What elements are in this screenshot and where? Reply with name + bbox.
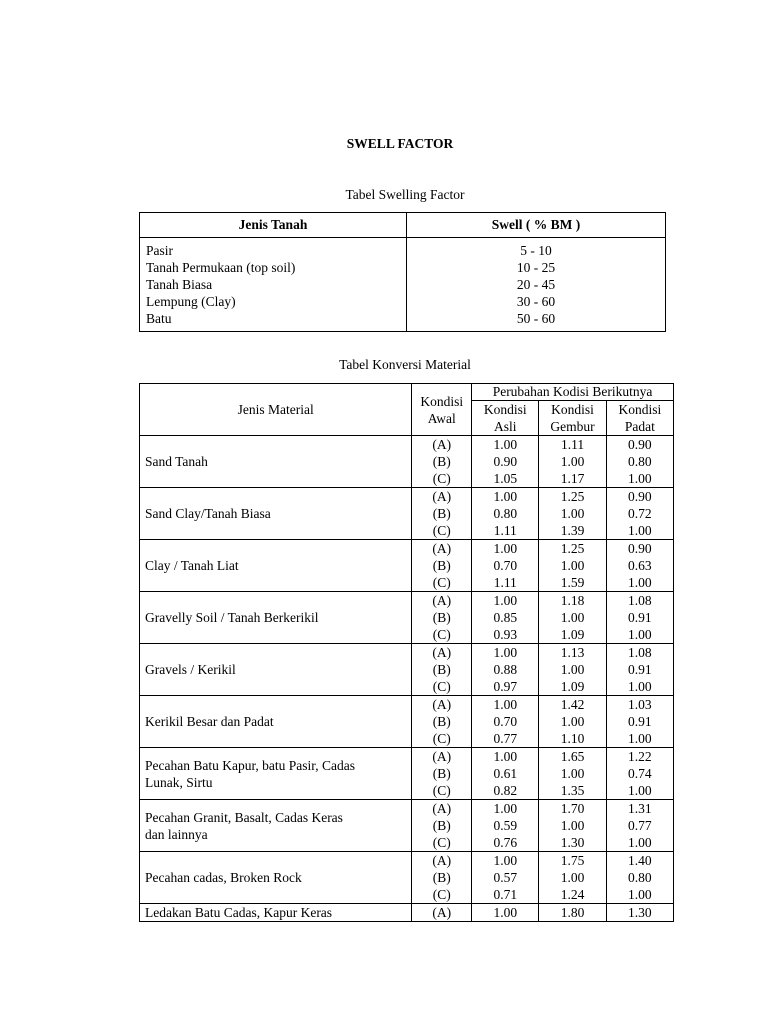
gembur-value: 1.24 [560,887,585,902]
material-name-cell [140,696,412,748]
awal-cell [412,488,472,540]
table-row [140,748,674,800]
padat-value: 0.63 [628,558,652,573]
material-name-line: Kerikil Besar dan Padat [145,714,274,729]
awal-value: (C) [432,731,451,746]
gembur-value: 1.10 [560,731,585,746]
header-kondisi-awal-line1: Kondisi [420,393,464,409]
awal-cell [412,540,472,592]
gembur-value: 1.00 [560,610,585,625]
asli-cell [472,852,539,904]
asli-cell [472,696,539,748]
table-row [140,852,674,904]
padat-cell [606,540,673,592]
padat-cell [606,644,673,696]
awal-value: (B) [432,662,451,677]
gembur-value: 1.35 [560,783,585,798]
gembur-value: 1.70 [560,801,585,816]
padat-value: 1.31 [628,801,652,816]
swell-value-cell: 10 - 25 [516,260,556,275]
awal-value: (A) [432,905,452,920]
swell-value-cell: 30 - 60 [516,294,556,309]
awal-cell [412,436,472,488]
awal-value: (B) [432,870,451,885]
padat-cell [606,436,673,488]
padat-value: 1.08 [628,593,652,608]
gembur-value: 1.00 [560,714,585,729]
gembur-value: 1.00 [560,870,585,885]
material-name-line: Pecahan Granit, Basalt, Cadas Keras [145,809,343,825]
material-name-line: dan lainnya [145,826,208,842]
awal-cell [412,592,472,644]
asli-value: 1.00 [493,489,518,504]
awal-value: (A) [432,489,452,504]
awal-value: (C) [432,471,451,486]
awal-value: (B) [432,506,451,521]
table-row [140,488,674,540]
asli-value: 1.00 [493,749,518,764]
material-name-line: Lunak, Sirtu [145,774,213,790]
conversion-table-body [140,436,674,922]
asli-value: 1.00 [493,541,518,556]
awal-value: (A) [432,593,452,608]
swelling-factor-table [139,212,666,332]
padat-value: 0.91 [628,714,652,729]
gembur-value: 1.00 [560,506,585,521]
padat-value: 1.40 [628,853,652,868]
asli-cell [472,436,539,488]
header-jenis-tanah: Jenis Tanah [140,213,407,238]
padat-cell [606,904,673,922]
material-name-line: Sand Clay/Tanah Biasa [145,506,271,521]
awal-value: (A) [432,645,452,660]
awal-value: (C) [432,575,451,590]
material-name-cell [140,540,412,592]
asli-value: 1.00 [493,905,518,920]
material-name-cell [140,748,412,800]
awal-value: (C) [432,783,451,798]
swelling-table-caption: Tabel Swelling Factor [345,187,465,202]
material-name-cell [140,852,412,904]
jenis-tanah-cell: Lempung (Clay) [146,294,236,309]
asli-value: 1.00 [493,593,518,608]
asli-value: 0.57 [493,870,518,885]
padat-value: 1.03 [628,697,652,712]
padat-value: 0.74 [628,766,652,781]
padat-value: 1.30 [628,905,652,920]
header-jenis-material: Jenis Material [140,384,412,436]
gembur-cell [539,696,606,748]
table-header-row [140,213,666,238]
table-row [140,696,674,748]
table-row [140,800,674,852]
conversion-table-caption: Tabel Konversi Material [339,357,471,372]
padat-value: 0.77 [628,818,652,833]
asli-value: 0.93 [493,627,518,642]
awal-value: (A) [432,697,452,712]
gembur-value: 1.13 [560,645,585,660]
gembur-value: 1.80 [560,905,585,920]
material-name-line: Pecahan cadas, Broken Rock [145,870,302,885]
padat-value: 1.00 [628,575,652,590]
asli-value: 0.85 [493,610,518,625]
gembur-value: 1.30 [560,835,585,850]
asli-cell [472,488,539,540]
material-name-line: Clay / Tanah Liat [145,558,239,573]
header-kondisi-gembur [539,401,606,436]
gembur-value: 1.59 [560,575,585,590]
gembur-value: 1.00 [560,558,585,573]
awal-value: (C) [432,627,451,642]
gembur-cell [539,904,606,922]
padat-value: 0.91 [628,662,652,677]
asli-value: 0.88 [493,662,518,677]
padat-value: 0.90 [628,437,652,452]
awal-value: (A) [432,801,452,816]
header-kondisi-asli-line2: Asli [493,419,517,434]
material-name-line: Pecahan Batu Kapur, batu Pasir, Cadas [145,757,355,773]
padat-value: 1.00 [628,835,652,850]
table-header-row [140,384,674,401]
page-title: SWELL FACTOR [346,136,454,151]
padat-value: 0.90 [628,489,652,504]
header-kondisi-asli-line1: Kondisi [483,402,527,417]
padat-value: 0.90 [628,541,652,556]
gembur-cell [539,488,606,540]
awal-value: (B) [432,454,451,469]
material-name-cell [140,904,412,922]
asli-cell [472,540,539,592]
table-body-row [140,238,666,332]
awal-cell [412,748,472,800]
header-kondisi-gembur-line1: Kondisi [551,402,594,417]
gembur-value: 1.00 [560,818,585,833]
material-name-cell [140,592,412,644]
padat-cell [606,748,673,800]
awal-value: (C) [432,887,451,902]
padat-value: 0.72 [628,506,652,521]
awal-value: (B) [432,714,451,729]
awal-value: (C) [432,835,451,850]
gembur-value: 1.00 [560,662,585,677]
asli-cell [472,748,539,800]
swell-value-cell: 20 - 45 [516,277,556,292]
awal-cell [412,852,472,904]
material-name-line: Gravels / Kerikil [145,662,236,677]
awal-value: (B) [432,558,451,573]
asli-value: 1.11 [493,523,517,538]
asli-value: 0.59 [493,818,518,833]
material-name-cell [140,644,412,696]
swell-values-list [407,238,666,332]
asli-value: 0.97 [493,679,518,694]
asli-value: 1.00 [493,645,518,660]
gembur-value: 1.25 [560,489,585,504]
padat-value: 1.00 [628,731,652,746]
gembur-cell [539,852,606,904]
padat-value: 1.00 [628,783,652,798]
awal-value: (A) [432,853,452,868]
asli-value: 1.05 [493,471,518,486]
gembur-value: 1.65 [560,749,585,764]
asli-value: 1.00 [493,697,518,712]
material-conversion-table [139,383,674,922]
gembur-value: 1.42 [560,697,585,712]
gembur-value: 1.39 [560,523,585,538]
awal-value: (C) [432,679,451,694]
padat-value: 0.80 [628,870,652,885]
jenis-tanah-list [140,238,407,332]
padat-cell [606,696,673,748]
awal-value: (B) [432,610,451,625]
gembur-cell [539,800,606,852]
material-name-cell [140,800,412,852]
asli-value: 0.76 [493,835,518,850]
gembur-cell [539,592,606,644]
padat-value: 1.00 [628,471,652,486]
gembur-value: 1.00 [560,766,585,781]
asli-value: 1.00 [493,853,518,868]
gembur-value: 1.09 [560,679,585,694]
asli-value: 0.71 [493,887,518,902]
header-kondisi-padat-line1: Kondisi [618,402,662,417]
header-kondisi-awal [412,384,472,436]
asli-value: 0.80 [493,506,518,521]
asli-value: 0.82 [493,783,518,798]
swell-value-cell: 5 - 10 [520,243,552,258]
awal-value: (A) [432,541,452,556]
padat-value: 1.00 [628,887,652,902]
awal-value: (B) [432,766,451,781]
asli-cell [472,644,539,696]
table-row [140,644,674,696]
awal-cell [412,904,472,922]
jenis-tanah-cell: Pasir [146,243,173,258]
padat-value: 1.22 [628,749,652,764]
header-kondisi-gembur-line2: Gembur [550,419,595,434]
header-perubahan-kondisi: Perubahan Kodisi Berikutnya [472,384,674,401]
gembur-cell [539,540,606,592]
jenis-tanah-cell: Tanah Permukaan (top soil) [146,260,296,275]
awal-cell [412,800,472,852]
gembur-value: 1.18 [560,593,585,608]
header-swell: Swell ( % BM ) [407,213,666,238]
material-name-line: Gravelly Soil / Tanah Berkerikil [145,610,319,625]
gembur-value: 1.00 [560,454,585,469]
gembur-cell [539,436,606,488]
padat-cell [606,852,673,904]
asli-value: 0.90 [493,454,518,469]
asli-cell [472,904,539,922]
jenis-tanah-cell: Batu [146,311,172,326]
table-row [140,436,674,488]
padat-value: 0.80 [628,454,652,469]
asli-value: 0.61 [493,766,518,781]
asli-cell [472,800,539,852]
asli-value: 0.70 [493,558,518,573]
asli-value: 1.00 [493,801,518,816]
material-name-line: Sand Tanah [145,454,208,469]
padat-value: 1.00 [628,679,652,694]
gembur-cell [539,644,606,696]
padat-value: 1.00 [628,523,652,538]
awal-cell [412,644,472,696]
material-name-line: Ledakan Batu Cadas, Kapur Keras [145,905,333,920]
padat-cell [606,800,673,852]
table-row [140,540,674,592]
gembur-value: 1.11 [560,437,585,452]
material-name-cell [140,436,412,488]
header-kondisi-padat [606,401,673,436]
asli-value: 0.70 [493,714,518,729]
gembur-cell [539,748,606,800]
asli-value: 0.77 [493,731,518,746]
gembur-value: 1.17 [560,471,585,486]
asli-value: 1.11 [493,575,517,590]
material-name-cell [140,488,412,540]
gembur-value: 1.75 [560,853,585,868]
padat-value: 1.00 [628,627,652,642]
awal-cell [412,696,472,748]
gembur-value: 1.09 [560,627,585,642]
padat-cell [606,488,673,540]
jenis-tanah-cell: Tanah Biasa [146,277,213,292]
table-row [140,904,674,922]
padat-value: 1.08 [628,645,652,660]
swell-value-cell: 50 - 60 [516,311,556,326]
awal-value: (A) [432,749,452,764]
asli-value: 1.00 [493,437,518,452]
header-kondisi-asli [472,401,539,436]
table-row [140,592,674,644]
padat-cell [606,592,673,644]
awal-value: (B) [432,818,451,833]
asli-cell [472,592,539,644]
gembur-value: 1.25 [560,541,585,556]
header-kondisi-awal-line2: Awal [427,410,456,426]
header-kondisi-padat-line2: Padat [624,419,655,434]
awal-value: (C) [432,523,451,538]
padat-value: 0.91 [628,610,652,625]
awal-value: (A) [432,437,452,452]
